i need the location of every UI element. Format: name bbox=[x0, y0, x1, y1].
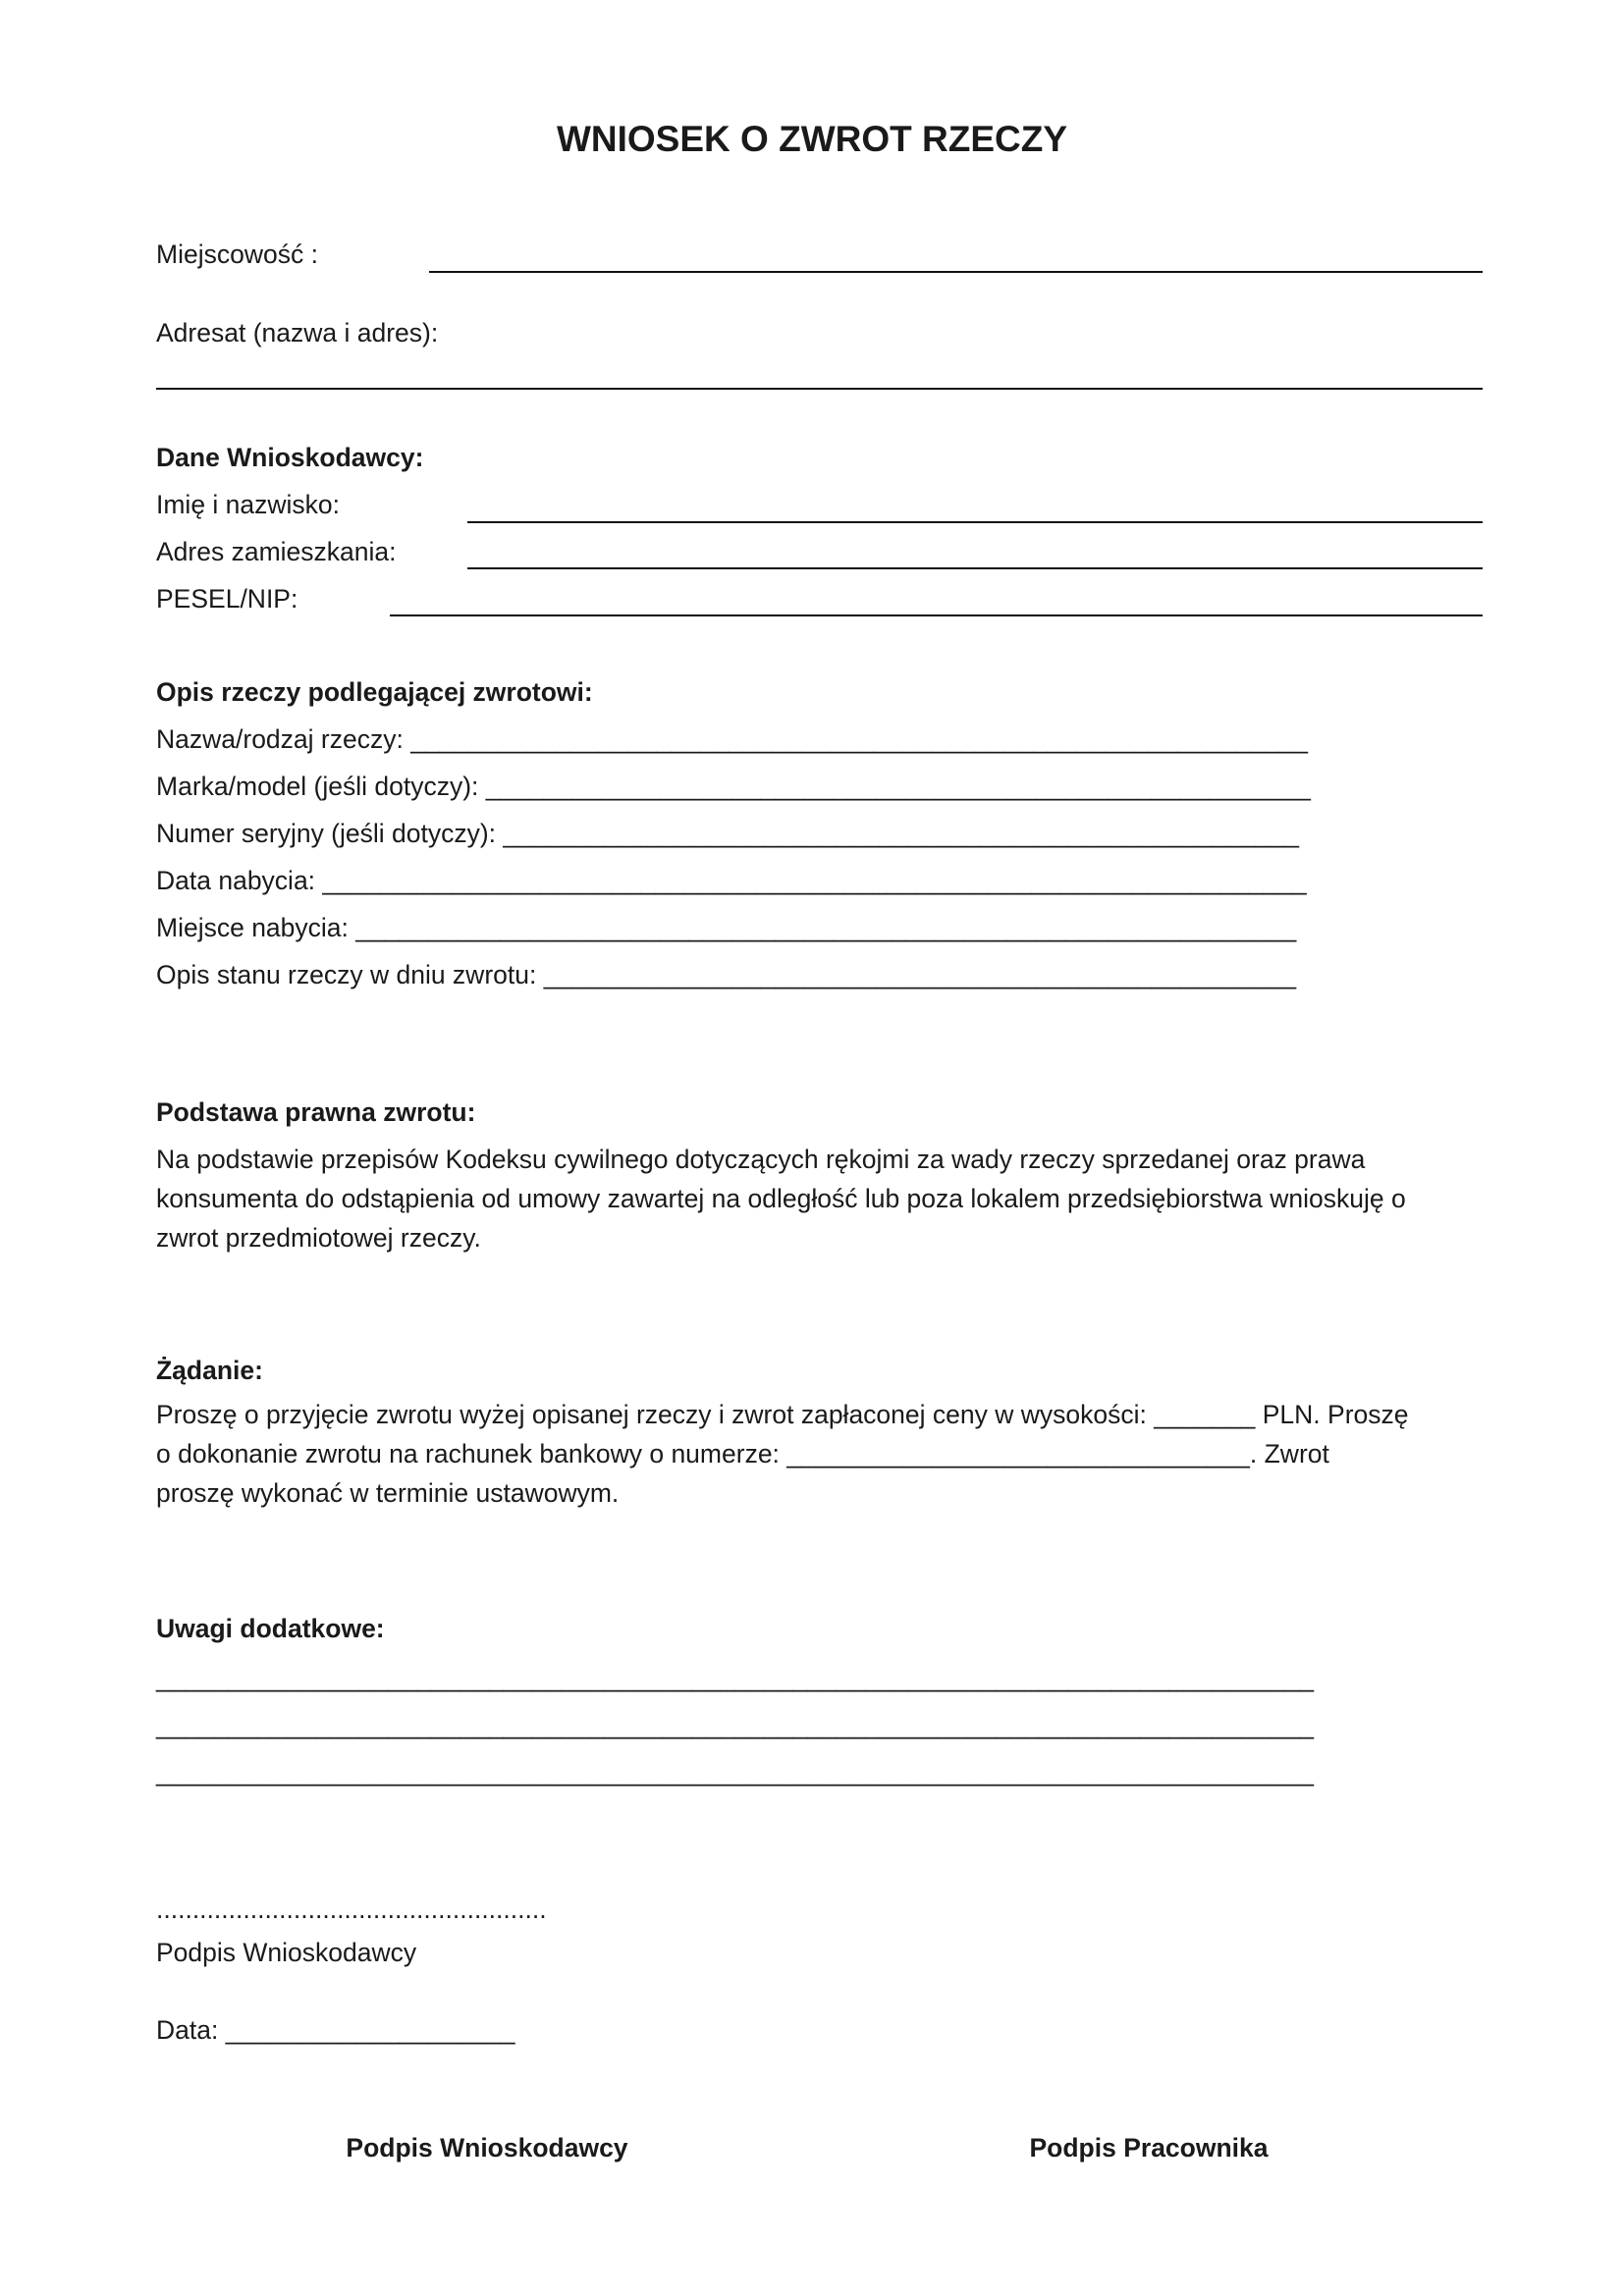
demand-text-line[interactable]: Proszę o przyjęcie zwrotu wyżej opisanej rzeczy i zwrot zapłaconej ceny w wysokości: _______ PLN. Proszę bbox=[156, 1400, 1409, 1429]
notes-line[interactable]: ________________________________________________________________________________ bbox=[156, 1710, 1315, 1739]
signature-label: Podpis Wnioskodawcy bbox=[156, 1938, 417, 1967]
legal-heading: Podstawa prawna zwrotu: bbox=[156, 1097, 476, 1127]
applicant-name-label: Imię i nazwisko: bbox=[156, 490, 341, 519]
item-field[interactable]: Miejsce nabycia: _________________________________________________________________ bbox=[156, 913, 1297, 942]
notes-line[interactable]: ________________________________________________________________________________ bbox=[156, 1757, 1315, 1787]
applicant-pesel-line[interactable] bbox=[390, 614, 1483, 616]
place-field-line[interactable] bbox=[429, 271, 1483, 273]
legal-text-line: Na podstawie przepisów Kodeksu cywilnego dotyczących rękojmi za wady rzeczy sprzedanej oraz prawa bbox=[156, 1145, 1366, 1174]
addressee-field-line[interactable] bbox=[156, 388, 1483, 390]
document-title: WNIOSEK O ZWROT RZECZY bbox=[556, 119, 1068, 159]
demand-text-line: proszę wykonać w terminie ustawowym. bbox=[156, 1478, 620, 1508]
place-label: Miejscowość : bbox=[156, 240, 318, 269]
applicant-heading: Dane Wnioskodawcy: bbox=[156, 443, 424, 472]
applicant-address-label: Adres zamieszkania: bbox=[156, 537, 397, 566]
item-field[interactable]: Nazwa/rodzaj rzeczy: ______________________________________________________________ bbox=[156, 724, 1308, 754]
legal-text-line: konsumenta do odstąpienia od umowy zawartej na odległość lub poza lokalem przedsiębiorstwa wnioskuję o bbox=[156, 1184, 1406, 1213]
footer-applicant-signature: Podpis Wnioskodawcy bbox=[346, 2133, 628, 2163]
item-field[interactable]: Opis stanu rzeczy w dniu zwrotu: ____________________________________________________ bbox=[156, 960, 1297, 989]
notes-heading: Uwagi dodatkowe: bbox=[156, 1614, 385, 1643]
item-field[interactable]: Marka/model (jeśli dotyczy): _________________________________________________________ bbox=[156, 772, 1311, 801]
applicant-address-line[interactable] bbox=[467, 567, 1483, 569]
signature-date[interactable]: Data: ____________________ bbox=[156, 2015, 515, 2045]
legal-text-line: zwrot przedmiotowej rzeczy. bbox=[156, 1223, 481, 1253]
notes-line[interactable]: ________________________________________________________________________________ bbox=[156, 1663, 1315, 1692]
demand-heading: Żądanie: bbox=[156, 1356, 263, 1385]
item-field[interactable]: Data nabycia: ____________________________________________________________________ bbox=[156, 866, 1307, 895]
signature-dots[interactable]: ...................................................... bbox=[156, 1895, 547, 1924]
demand-text-line[interactable]: o dokonanie zwrotu na rachunek bankowy o numerze: ________________________________. Zwrot bbox=[156, 1439, 1329, 1468]
applicant-pesel-label: PESEL/NIP: bbox=[156, 584, 298, 614]
addressee-label: Adresat (nazwa i adres): bbox=[156, 318, 439, 347]
applicant-name-line[interactable] bbox=[467, 521, 1483, 523]
item-field[interactable]: Numer seryjny (jeśli dotyczy): _______________________________________________________ bbox=[156, 819, 1299, 848]
footer-employee-signature: Podpis Pracownika bbox=[1029, 2133, 1269, 2163]
item-heading: Opis rzeczy podlegającej zwrotowi: bbox=[156, 677, 593, 707]
